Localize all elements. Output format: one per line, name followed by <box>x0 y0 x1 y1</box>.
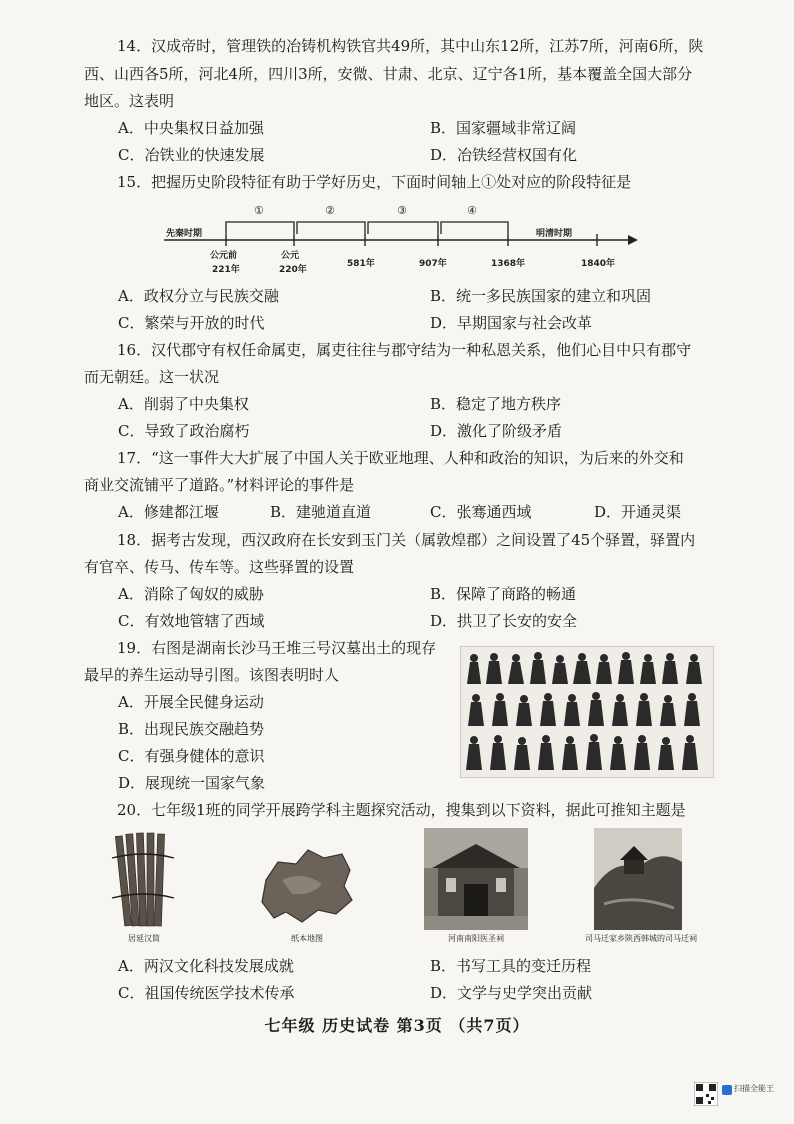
timeline-left-label: 先秦时期 <box>166 229 203 239</box>
juyan-bamboo-slips-image <box>104 828 184 930</box>
q15-option-d[interactable]: D．早期国家与社会改革 <box>430 314 593 332</box>
q17-stem-line2: 商业交流铺平了道路。”材料评论的事件是 <box>84 476 355 494</box>
q14-option-b[interactable]: B．国家疆域非常辽阔 <box>430 119 577 137</box>
timeline-tick-907: 907年 <box>419 259 447 269</box>
page-footer: 七年级 历史试卷 第3页 （共7页） <box>264 1016 530 1035</box>
q19-stem-line2: 最早的养生运动导引图。该图表明时人 <box>84 666 340 684</box>
q19-option-b[interactable]: B．出现民族交融趋势 <box>118 720 265 738</box>
q15-stem-line1: 15．把握历史阶段特征有助于学好历史，下面时间轴上①处对应的阶段特征是 <box>117 173 632 191</box>
q20-stem-line1: 20．七年级1班的同学开展跨学科主题探究活动，搜集到以下资料，据此可推知主题是 <box>117 801 686 819</box>
q18-option-d[interactable]: D．拱卫了长安的安全 <box>430 612 578 630</box>
paper-map-image <box>252 840 362 930</box>
scanner-watermark <box>694 1082 786 1108</box>
q18-option-b[interactable]: B．保障了商路的畅通 <box>430 585 577 603</box>
watermark-text: 扫描全能王 <box>734 1084 774 1093</box>
camscanner-logo-icon <box>722 1085 732 1095</box>
q14-option-c[interactable]: C．冶铁业的快速发展 <box>118 146 265 164</box>
caption-nanyang-temple: 河南南阳医圣祠 <box>448 934 504 943</box>
timeline-tick-bc-label: 公元前 <box>210 251 238 261</box>
q19-option-a[interactable]: A．开展全民健身运动 <box>118 693 264 711</box>
q14-option-d[interactable]: D．冶铁经营权国有化 <box>430 146 578 164</box>
timeline-stage-4: ④ <box>467 204 477 217</box>
q19-stem-line1: 19．右图是湖南长沙马王堆三号汉墓出土的现存 <box>117 639 437 657</box>
q15-option-a[interactable]: A．政权分立与民族交融 <box>118 287 279 305</box>
timeline-tick-1840: 1840年 <box>581 259 616 269</box>
q16-stem-line2: 而无朝廷。这一状况 <box>84 368 220 386</box>
daoyin-exercise-chart-image <box>460 646 714 778</box>
q16-stem-line1: 16．汉代郡守有权任命属吏，属吏往往与郡守结为一种私恩关系，他们心目中只有郡守 <box>117 341 692 359</box>
q18-stem-line2: 有官卒、传马、传车等。这些驿置的设置 <box>84 558 355 576</box>
q16-option-c[interactable]: C．导致了政治腐朽 <box>118 422 250 440</box>
qr-code-icon <box>694 1082 718 1106</box>
timeline-tick-221: 221年 <box>212 265 240 275</box>
caption-juyan-slips: 居延汉简 <box>128 934 160 943</box>
timeline-tick-220: 220年 <box>279 265 307 275</box>
caption-sima-qian-shrine: 司马迁家乡陕西韩城的司马迁祠 <box>585 934 697 943</box>
q18-option-a[interactable]: A．消除了匈奴的威胁 <box>118 585 264 603</box>
q15-option-b[interactable]: B．统一多民族国家的建立和巩固 <box>430 287 652 305</box>
q20-option-a[interactable]: A．两汉文化科技发展成就 <box>118 957 294 975</box>
q17-option-c[interactable]: C．张骞通西域 <box>430 503 532 521</box>
caption-paper-map: 纸本地图 <box>291 934 323 943</box>
timeline-tick-ad-label: 公元 <box>281 251 300 261</box>
q16-option-d[interactable]: D．激化了阶级矛盾 <box>430 422 563 440</box>
q16-option-b[interactable]: B．稳定了地方秩序 <box>430 395 562 413</box>
q18-option-c[interactable]: C．有效地管辖了西域 <box>118 612 265 630</box>
q19-option-c[interactable]: C．有强身健体的意识 <box>118 747 265 765</box>
q17-stem-line1: 17．“这一事件大大扩展了中国人关于欧亚地理、人种和政治的知识，为后来的外交和 <box>117 449 684 467</box>
q20-option-d[interactable]: D．文学与史学突出贡献 <box>430 984 593 1002</box>
q18-stem-line1: 18．据考古发现，西汉政府在长安到玉门关（属敦煌郡）之间设置了45个驿置，驿置内 <box>117 531 696 549</box>
timeline-tick-1368: 1368年 <box>491 259 526 269</box>
timeline-stage-1: ① <box>254 204 264 217</box>
q14-stem-line1: 14．汉成帝时，管理铁的冶铸机构铁官共49所，其中山东12所，江苏7所，河南6所，陕 <box>117 37 704 55</box>
nanyang-yisheng-temple-image <box>424 828 528 930</box>
q15-option-c[interactable]: C．繁荣与开放的时代 <box>118 314 265 332</box>
timeline-right-label: 明清时期 <box>536 229 573 239</box>
q14-stem-line3: 地区。这表明 <box>84 92 175 110</box>
q19-option-d[interactable]: D．展现统一国家气象 <box>118 774 266 792</box>
q17-option-d[interactable]: D．开通灵渠 <box>594 503 682 521</box>
q16-option-a[interactable]: A．削弱了中央集权 <box>118 395 249 413</box>
q14-stem-line2: 西、山西各5所，河北4所，四川3所，安微、甘肃、北京、辽宁各1所，基本覆盖全国大部分 <box>84 65 693 83</box>
q14-option-a[interactable]: A．中央集权日益加强 <box>118 119 264 137</box>
q20-option-b[interactable]: B．书写工具的变迁历程 <box>430 957 592 975</box>
timeline-stage-2: ② <box>325 204 335 217</box>
q17-option-a[interactable]: A．修建都江堰 <box>118 503 219 521</box>
q20-option-c[interactable]: C．祖国传统医学技术传承 <box>118 984 295 1002</box>
timeline-stage-3: ③ <box>397 204 407 217</box>
timeline-diagram <box>160 196 640 278</box>
timeline-tick-581: 581年 <box>347 259 375 269</box>
sima-qian-shrine-image <box>594 828 682 930</box>
q17-option-b[interactable]: B．建驰道直道 <box>270 503 372 521</box>
